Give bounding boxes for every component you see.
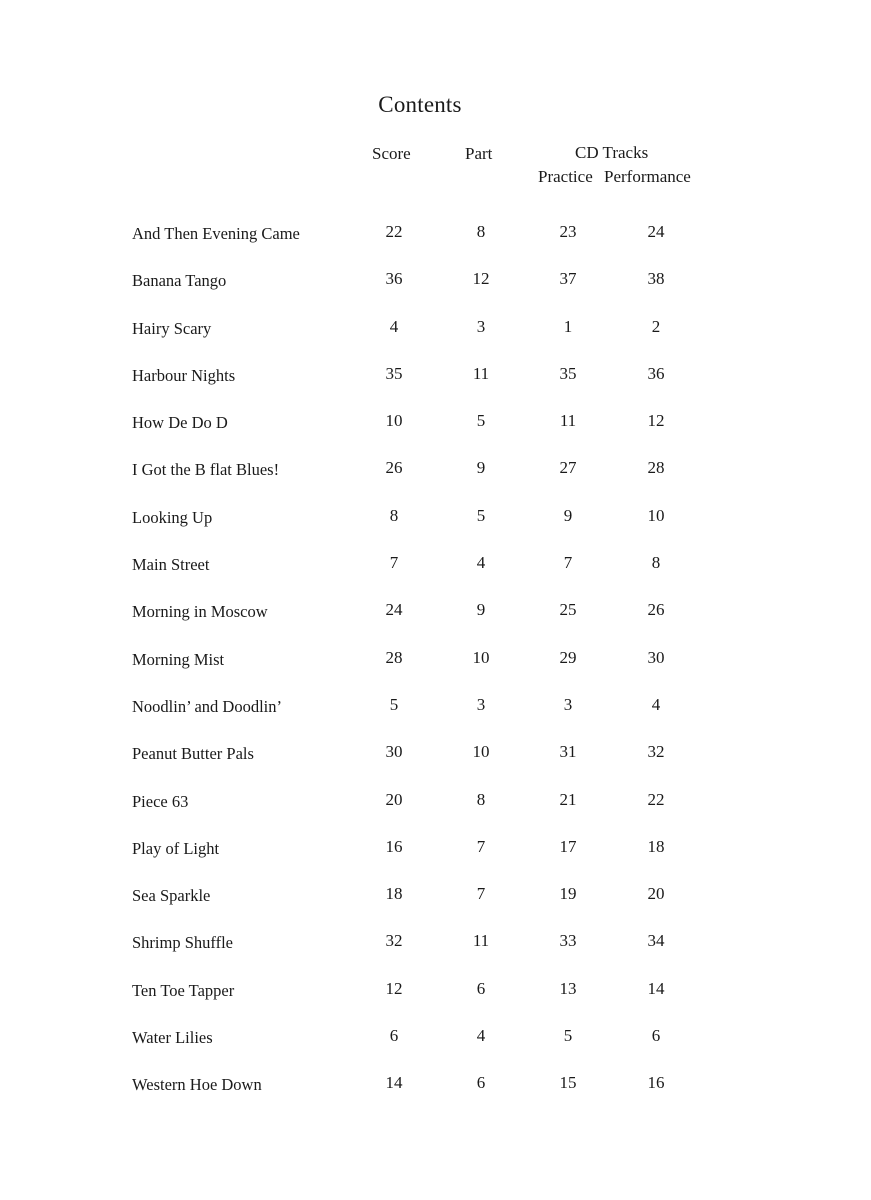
table-row bbox=[0, 683, 871, 730]
performance-track: 14 bbox=[647, 978, 665, 998]
practice-track: 11 bbox=[559, 411, 577, 431]
performance-track: 38 bbox=[647, 269, 665, 289]
contents-table bbox=[0, 210, 871, 1109]
piece-title: Morning in Moscow bbox=[132, 602, 268, 622]
table-row bbox=[0, 210, 871, 257]
practice-track: 19 bbox=[559, 884, 577, 904]
performance-track: 22 bbox=[647, 789, 665, 809]
practice-track: 35 bbox=[559, 363, 577, 383]
practice-track: 15 bbox=[559, 1073, 577, 1093]
performance-track: 12 bbox=[647, 411, 665, 431]
part-page: 6 bbox=[476, 978, 486, 998]
practice-track: 31 bbox=[559, 742, 577, 762]
part-page: 7 bbox=[476, 884, 486, 904]
part-page: 10 bbox=[472, 742, 490, 762]
practice-track: 3 bbox=[563, 694, 573, 714]
table-row bbox=[0, 967, 871, 1014]
performance-track: 20 bbox=[647, 884, 665, 904]
score-page: 22 bbox=[385, 222, 403, 241]
table-row bbox=[0, 919, 871, 966]
part-page: 10 bbox=[472, 647, 490, 667]
performance-track: 26 bbox=[647, 600, 665, 620]
table-row bbox=[0, 257, 871, 304]
table-row bbox=[0, 1061, 871, 1108]
table-row bbox=[0, 352, 871, 399]
piece-title: Play of Light bbox=[132, 838, 220, 858]
score-page: 6 bbox=[389, 1026, 399, 1046]
score-page: 20 bbox=[385, 789, 403, 809]
score-page: 24 bbox=[385, 600, 403, 620]
part-page: 5 bbox=[476, 411, 486, 431]
performance-track: 34 bbox=[647, 931, 665, 951]
score-page: 7 bbox=[389, 553, 399, 573]
score-page: 28 bbox=[385, 647, 403, 667]
score-page: 32 bbox=[385, 931, 403, 951]
practice-column-header: Practice bbox=[538, 167, 593, 186]
piece-title: Hairy Scary bbox=[132, 318, 212, 338]
performance-track: 24 bbox=[647, 222, 665, 241]
table-row bbox=[0, 541, 871, 588]
performance-track: 16 bbox=[647, 1073, 665, 1093]
score-page: 14 bbox=[385, 1073, 403, 1093]
piece-title: I Got the B flat Blues! bbox=[132, 460, 280, 480]
piece-title: Looking Up bbox=[132, 507, 213, 527]
piece-title: Peanut Butter Pals bbox=[132, 744, 254, 764]
piece-title: Main Street bbox=[132, 555, 210, 575]
performance-track: 18 bbox=[647, 836, 665, 856]
part-page: 3 bbox=[476, 694, 486, 714]
part-page: 8 bbox=[476, 789, 486, 809]
score-page: 12 bbox=[385, 978, 403, 998]
score-page: 35 bbox=[385, 363, 403, 383]
practice-track: 5 bbox=[563, 1026, 573, 1046]
practice-track: 25 bbox=[559, 600, 577, 620]
table-row bbox=[0, 1014, 871, 1061]
table-row bbox=[0, 872, 871, 919]
table-row bbox=[0, 305, 871, 352]
table-row bbox=[0, 446, 871, 493]
page-title: Contents bbox=[378, 92, 462, 117]
table-row bbox=[0, 825, 871, 872]
performance-track: 30 bbox=[647, 647, 665, 667]
table-row bbox=[0, 494, 871, 541]
score-column-header: Score bbox=[372, 144, 411, 163]
part-page: 4 bbox=[476, 553, 486, 573]
practice-track: 7 bbox=[563, 553, 573, 573]
piece-title: Noodlin’ and Doodlin’ bbox=[132, 696, 283, 716]
score-page: 36 bbox=[385, 269, 403, 289]
performance-track: 6 bbox=[651, 1026, 661, 1046]
practice-track: 23 bbox=[559, 222, 577, 241]
score-page: 4 bbox=[389, 316, 399, 336]
practice-track: 17 bbox=[559, 836, 577, 856]
performance-track: 36 bbox=[647, 363, 665, 383]
performance-track: 8 bbox=[651, 553, 661, 573]
practice-track: 9 bbox=[563, 505, 573, 525]
practice-track: 37 bbox=[559, 269, 577, 289]
part-page: 8 bbox=[476, 222, 486, 241]
piece-title: Banana Tango bbox=[132, 271, 227, 291]
part-page: 6 bbox=[476, 1073, 486, 1093]
score-page: 16 bbox=[385, 836, 403, 856]
piece-title: Piece 63 bbox=[132, 791, 189, 811]
piece-title: Water Lilies bbox=[132, 1028, 213, 1048]
practice-track: 21 bbox=[559, 789, 577, 809]
score-page: 8 bbox=[389, 505, 399, 525]
performance-track: 28 bbox=[647, 458, 665, 478]
performance-track: 2 bbox=[651, 316, 661, 336]
part-page: 12 bbox=[472, 269, 490, 289]
piece-title: Western Hoe Down bbox=[132, 1075, 262, 1095]
piece-title: Sea Sparkle bbox=[132, 886, 211, 906]
practice-track: 27 bbox=[559, 458, 577, 478]
table-row bbox=[0, 399, 871, 446]
piece-title: Morning Mist bbox=[132, 649, 225, 669]
performance-track: 4 bbox=[651, 694, 661, 714]
part-page: 7 bbox=[476, 836, 486, 856]
part-page: 11 bbox=[472, 931, 490, 951]
practice-track: 33 bbox=[559, 931, 577, 951]
practice-track: 13 bbox=[559, 978, 577, 998]
practice-track: 29 bbox=[559, 647, 577, 667]
table-row bbox=[0, 730, 871, 777]
piece-title: Ten Toe Tapper bbox=[132, 980, 235, 1000]
part-page: 4 bbox=[476, 1026, 486, 1046]
table-row bbox=[0, 778, 871, 825]
piece-title: Harbour Nights bbox=[132, 365, 236, 385]
performance-track: 10 bbox=[647, 505, 665, 525]
part-page: 3 bbox=[476, 316, 486, 336]
score-page: 18 bbox=[385, 884, 403, 904]
piece-title: Shrimp Shuffle bbox=[132, 933, 233, 953]
part-page: 9 bbox=[476, 458, 486, 478]
part-page: 11 bbox=[472, 363, 490, 383]
piece-title: And Then Evening Came bbox=[132, 224, 300, 243]
score-page: 5 bbox=[389, 694, 399, 714]
score-page: 26 bbox=[385, 458, 403, 478]
table-row bbox=[0, 636, 871, 683]
piece-title: How De Do D bbox=[132, 413, 228, 433]
part-page: 5 bbox=[476, 505, 486, 525]
cd-tracks-header: CD Tracks bbox=[575, 143, 649, 162]
score-page: 10 bbox=[385, 411, 403, 431]
score-page: 30 bbox=[385, 742, 403, 762]
part-column-header: Part bbox=[465, 144, 493, 163]
part-page: 9 bbox=[476, 600, 486, 620]
table-row bbox=[0, 588, 871, 635]
practice-track: 1 bbox=[563, 316, 573, 336]
performance-track: 32 bbox=[647, 742, 665, 762]
performance-column-header: Performance bbox=[604, 167, 691, 186]
